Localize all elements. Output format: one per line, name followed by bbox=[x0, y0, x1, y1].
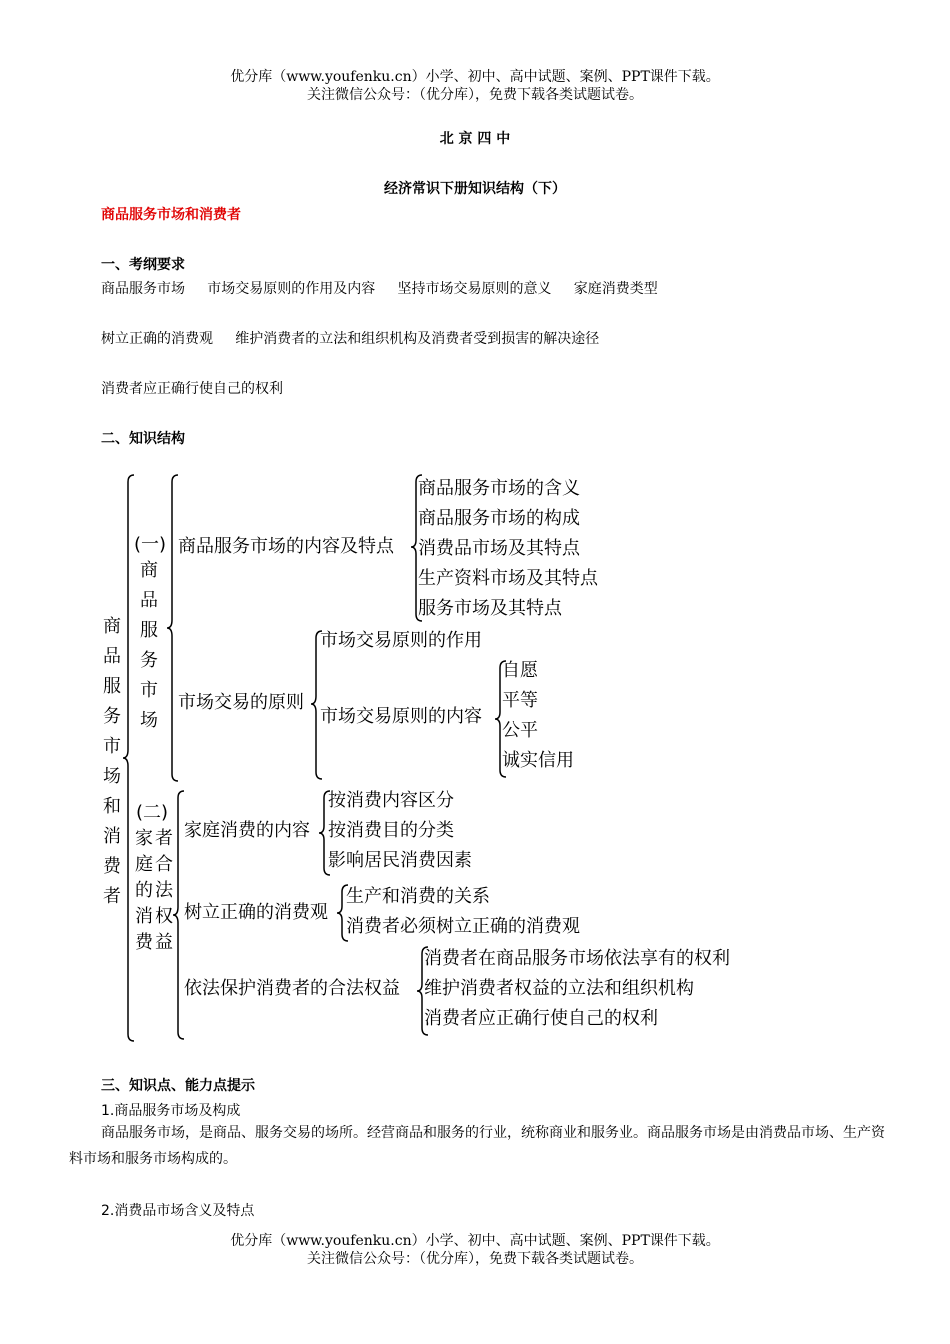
part1-item2: 市场交易的原则 bbox=[178, 692, 304, 713]
part2-label: (二) bbox=[136, 802, 169, 823]
part2-item3-child-2: 维护消费者权益的立法和组织机构 bbox=[424, 978, 694, 999]
part2-item2-child-1: 生产和消费的关系 bbox=[346, 886, 490, 907]
section-1-heading: 一、考纲要求 bbox=[101, 257, 185, 273]
section-1-line-1: 商品服务市场 市场交易原则的作用及内容 坚持市场交易原则的意义 家庭消费类型 bbox=[101, 281, 658, 297]
footer-line-1: 优分库（www.youfenku.cn）小学、初中、高中试题、案例、PPT课件下载。 bbox=[230, 1233, 720, 1249]
part1-item1-child-5: 服务市场及其特点 bbox=[418, 598, 562, 619]
part1-item2-brace bbox=[310, 630, 324, 780]
part2-item1-child-1: 按消费内容区分 bbox=[328, 790, 454, 811]
point-1-text: 商品服务市场，是商品、服务交易的场所。经营商品和服务的行业，统称商业和服务业。商品服务市场是由消费品市场、生产资料市场和服务市场构成的。 bbox=[69, 1125, 885, 1167]
part1-item1-child-2: 商品服务市场的构成 bbox=[418, 508, 580, 529]
part1-item1-child-3: 消费品市场及其特点 bbox=[418, 538, 580, 559]
section-2-heading: 二、知识结构 bbox=[101, 431, 185, 447]
header-line-1: 优分库（www.youfenku.cn）小学、初中、高中试题、案例、PPT课件下载。 bbox=[230, 69, 720, 85]
part1-brace bbox=[166, 474, 180, 782]
part1-item1-child-4: 生产资料市场及其特点 bbox=[418, 568, 598, 589]
footer-line-2: 关注微信公众号：（优分库），免费下载各类试题试卷。 bbox=[307, 1251, 643, 1267]
part1-item2-child-2: 市场交易原则的内容 bbox=[320, 706, 482, 727]
part1-item2-child-1: 市场交易原则的作用 bbox=[320, 630, 482, 651]
part1-name: 商品服务市场 bbox=[140, 560, 158, 731]
section-1-line-3: 消费者应正确行使自己的权利 bbox=[101, 381, 283, 397]
part2-item2: 树立正确的消费观 bbox=[184, 902, 328, 923]
part2-item2-child-2: 消费者必须树立正确的消费观 bbox=[346, 916, 580, 937]
section-1-line-2: 树立正确的消费观 维护消费者的立法和组织机构及消费者受到损害的解决途径 bbox=[101, 331, 600, 347]
section-3-heading: 三、知识点、能力点提示 bbox=[101, 1078, 255, 1094]
part2-item3-child-3: 消费者应正确行使自己的权利 bbox=[424, 1008, 658, 1029]
part2-item1-child-2: 按消费目的分类 bbox=[328, 820, 454, 841]
part1-item1-child-1: 商品服务市场的含义 bbox=[418, 478, 580, 499]
header-line-2: 关注微信公众号：（优分库），免费下载各类试题试卷。 bbox=[307, 87, 643, 103]
document-title: 经济常识下册知识结构（下） bbox=[384, 181, 566, 197]
part2-item3: 依法保护消费者的合法权益 bbox=[184, 978, 400, 999]
principle-3: 公平 bbox=[502, 720, 538, 741]
part2-item1-child-3: 影响居民消费因素 bbox=[328, 850, 472, 871]
part2-item1: 家庭消费的内容 bbox=[184, 820, 310, 841]
part2-col-2: 者合法权益 bbox=[155, 828, 173, 953]
part2-col-1: 家庭的消费 bbox=[135, 828, 153, 953]
point-1-title: 1.商品服务市场及构成 bbox=[101, 1103, 241, 1119]
school-name: 北 京 四 中 bbox=[439, 131, 511, 147]
principle-2: 平等 bbox=[502, 690, 538, 711]
part2-item3-child-1: 消费者在商品服务市场依法享有的权利 bbox=[424, 948, 730, 969]
part1-label: (一) bbox=[134, 534, 167, 555]
tree-root: 商品服务市场和消费者 bbox=[103, 616, 121, 907]
topic-title: 商品服务市场和消费者 bbox=[101, 207, 241, 223]
part1-item1: 商品服务市场的内容及特点 bbox=[178, 536, 394, 557]
point-2-title: 2.消费品市场含义及特点 bbox=[101, 1203, 255, 1219]
principle-1: 自愿 bbox=[502, 660, 538, 681]
principle-4: 诚实信用 bbox=[502, 750, 574, 771]
